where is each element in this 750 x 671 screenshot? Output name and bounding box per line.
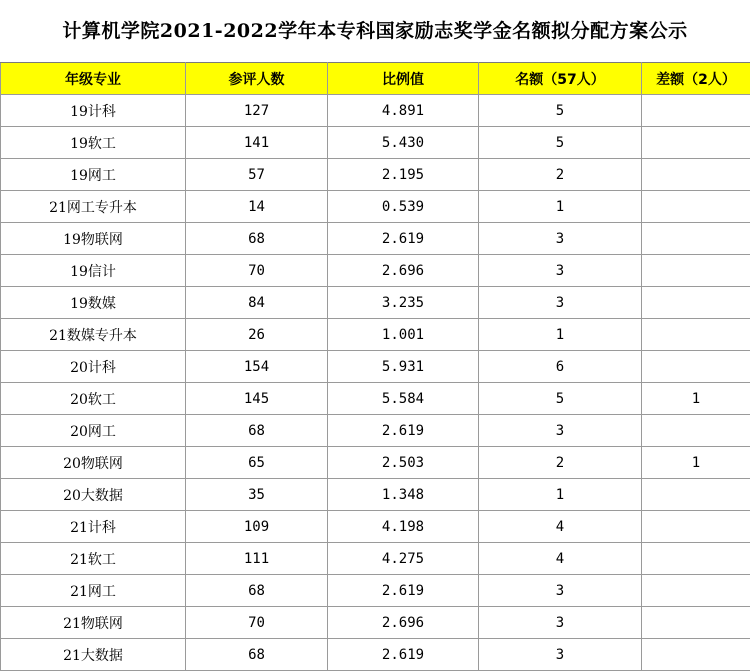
cell-major: 19信计	[1, 255, 186, 287]
table-row	[1, 127, 750, 159]
table-row	[1, 223, 750, 255]
cell-diff	[642, 415, 750, 447]
cell-diff	[642, 319, 750, 351]
cell-diff: 1	[642, 447, 750, 479]
cell-quota: 5	[479, 95, 642, 127]
cell-ratio: 2.619	[328, 415, 479, 447]
cell-quota: 1	[479, 191, 642, 223]
cell-diff	[642, 543, 750, 575]
cell-ratio: 2.619	[328, 575, 479, 607]
cell-participants: 127	[186, 95, 328, 127]
cell-major: 20大数据	[1, 479, 186, 511]
cell-quota: 5	[479, 127, 642, 159]
cell-quota: 5	[479, 383, 642, 415]
cell-quota: 4	[479, 543, 642, 575]
header-major: 年级专业	[1, 63, 186, 95]
cell-ratio: 2.195	[328, 159, 479, 191]
cell-quota: 3	[479, 639, 642, 671]
table-row	[1, 415, 750, 447]
table-row	[1, 479, 750, 511]
cell-ratio: 2.619	[328, 639, 479, 671]
cell-major: 20网工	[1, 415, 186, 447]
cell-participants: 68	[186, 575, 328, 607]
cell-major: 20计科	[1, 351, 186, 383]
cell-ratio: 3.235	[328, 287, 479, 319]
cell-participants: 154	[186, 351, 328, 383]
table-row	[1, 575, 750, 607]
table-row	[1, 607, 750, 639]
cell-major: 21大数据	[1, 639, 186, 671]
table-row	[1, 255, 750, 287]
table-row	[1, 447, 750, 479]
cell-quota: 3	[479, 415, 642, 447]
cell-participants: 109	[186, 511, 328, 543]
cell-ratio: 5.430	[328, 127, 479, 159]
cell-quota: 3	[479, 575, 642, 607]
cell-participants: 84	[186, 287, 328, 319]
page-title: 计算机学院2021-2022学年本专科国家励志奖学金名额拟分配方案公示	[62, 20, 688, 42]
cell-ratio: 1.001	[328, 319, 479, 351]
cell-diff	[642, 479, 750, 511]
cell-diff	[642, 159, 750, 191]
table-header-row	[1, 63, 750, 95]
cell-diff	[642, 351, 750, 383]
cell-diff	[642, 639, 750, 671]
cell-participants: 145	[186, 383, 328, 415]
cell-ratio: 1.348	[328, 479, 479, 511]
cell-major: 21网工专升本	[1, 191, 186, 223]
cell-diff	[642, 95, 750, 127]
cell-quota: 1	[479, 479, 642, 511]
table-row	[1, 287, 750, 319]
cell-ratio: 2.696	[328, 607, 479, 639]
header-diff: 差额（2人）	[642, 63, 750, 95]
table-row	[1, 639, 750, 671]
cell-participants: 68	[186, 223, 328, 255]
cell-major: 19网工	[1, 159, 186, 191]
cell-participants: 70	[186, 607, 328, 639]
table-row	[1, 191, 750, 223]
cell-quota: 2	[479, 159, 642, 191]
cell-diff	[642, 191, 750, 223]
cell-major: 20软工	[1, 383, 186, 415]
cell-ratio: 2.696	[328, 255, 479, 287]
cell-diff: 1	[642, 383, 750, 415]
table-body	[1, 95, 750, 671]
cell-participants: 68	[186, 415, 328, 447]
cell-participants: 14	[186, 191, 328, 223]
cell-major: 21软工	[1, 543, 186, 575]
cell-major: 19数媒	[1, 287, 186, 319]
cell-quota: 6	[479, 351, 642, 383]
cell-quota: 3	[479, 255, 642, 287]
cell-quota: 3	[479, 607, 642, 639]
cell-ratio: 2.503	[328, 447, 479, 479]
cell-major: 21计科	[1, 511, 186, 543]
cell-diff	[642, 511, 750, 543]
cell-participants: 70	[186, 255, 328, 287]
cell-diff	[642, 127, 750, 159]
table-row	[1, 159, 750, 191]
cell-ratio: 4.275	[328, 543, 479, 575]
cell-major: 19计科	[1, 95, 186, 127]
table-row	[1, 511, 750, 543]
table-row	[1, 383, 750, 415]
table-row	[1, 319, 750, 351]
cell-participants: 111	[186, 543, 328, 575]
header-ratio: 比例值	[328, 63, 479, 95]
table-row	[1, 95, 750, 127]
cell-diff	[642, 287, 750, 319]
cell-diff	[642, 575, 750, 607]
cell-ratio: 5.584	[328, 383, 479, 415]
cell-diff	[642, 607, 750, 639]
cell-major: 19物联网	[1, 223, 186, 255]
cell-participants: 26	[186, 319, 328, 351]
cell-quota: 3	[479, 287, 642, 319]
cell-ratio: 4.891	[328, 95, 479, 127]
table-row	[1, 351, 750, 383]
cell-ratio: 2.619	[328, 223, 479, 255]
cell-ratio: 5.931	[328, 351, 479, 383]
cell-quota: 3	[479, 223, 642, 255]
cell-quota: 4	[479, 511, 642, 543]
cell-major: 21网工	[1, 575, 186, 607]
cell-participants: 141	[186, 127, 328, 159]
cell-participants: 57	[186, 159, 328, 191]
cell-ratio: 4.198	[328, 511, 479, 543]
cell-ratio: 0.539	[328, 191, 479, 223]
cell-participants: 35	[186, 479, 328, 511]
cell-major: 20物联网	[1, 447, 186, 479]
cell-quota: 1	[479, 319, 642, 351]
quota-table	[0, 62, 750, 671]
cell-quota: 2	[479, 447, 642, 479]
cell-diff	[642, 255, 750, 287]
header-quota: 名额（57人）	[479, 63, 642, 95]
table-row	[1, 543, 750, 575]
cell-major: 19软工	[1, 127, 186, 159]
header-participants: 参评人数	[186, 63, 328, 95]
cell-major: 21数媒专升本	[1, 319, 186, 351]
cell-participants: 68	[186, 639, 328, 671]
cell-major: 21物联网	[1, 607, 186, 639]
cell-participants: 65	[186, 447, 328, 479]
cell-diff	[642, 223, 750, 255]
